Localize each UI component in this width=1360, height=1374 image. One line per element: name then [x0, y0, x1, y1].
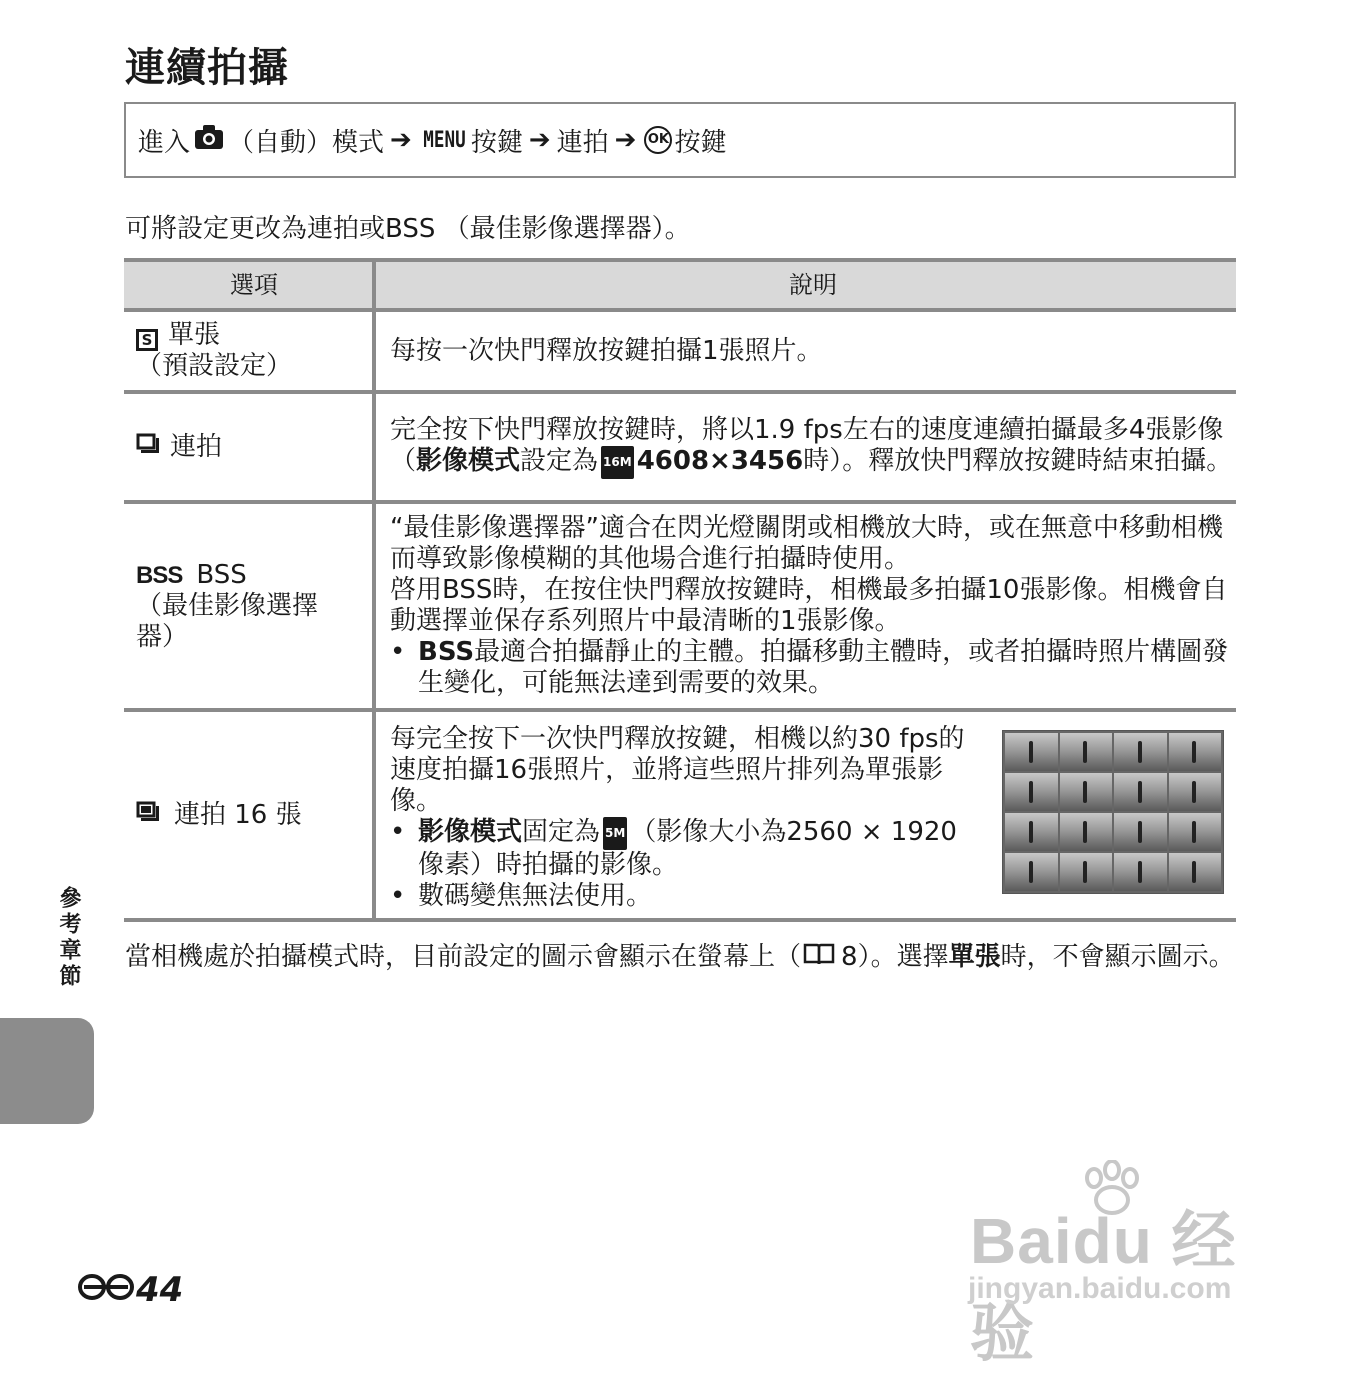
header-option: 選項	[230, 270, 278, 299]
intro-text: 可將設定更改為連拍或BSS （最佳影像選擇器）。	[125, 214, 691, 244]
option-description: 每按一次快門釋放按鍵拍攝1張照片。	[372, 312, 1236, 390]
nav-continuous: 連拍	[556, 127, 609, 158]
watermark-url: jingyan.baidu.com	[968, 1272, 1232, 1305]
table-row	[124, 712, 1236, 922]
nav-mode-auto: （自動）模式	[228, 127, 385, 158]
photo-thumbnail	[1169, 813, 1222, 851]
photo-thumbnail	[1060, 773, 1113, 811]
option-description: “最佳影像選擇器”適合在閃光燈關閉或相機放大時，或在無意中移動相機而導致影像模糊的其他場合進行拍攝時使用。 啓用BSS時，在按住快門釋放按鍵時，相機最多拍攝10張影像。相機會自動選擇並保存系列照片中最清晰的1張影像。 • BSS最適合拍攝靜止的主體。拍攝移動主體時，或者拍攝時照片構圖發生變化，可能無法達到需要的效果。	[372, 504, 1236, 708]
photo-thumbnail	[1060, 733, 1113, 771]
table-row	[124, 504, 1236, 712]
bss-icon: BSS	[136, 561, 183, 589]
photo-thumbnail	[1005, 773, 1058, 811]
photo-thumbnail	[1169, 853, 1222, 891]
option-name: 連拍 16 張	[174, 799, 302, 830]
option-description: 每完全按下一次快門釋放按鍵，相機以約30 fps的速度拍攝16張照片，並將這些照片排列為單張影像。 • 影像模式固定為 5M （影像大小為2560 × 1920像素）時拍攝的影像。 • 數碼變焦無法使用。	[372, 712, 1236, 918]
photo-thumbnail	[1005, 733, 1058, 771]
list-item: • BSS最適合拍攝靜止的主體。拍攝移動主體時，或者拍攝時照片構圖發生變化，可能無法達到需要的效果。	[390, 637, 1229, 698]
camera-icon	[194, 124, 224, 157]
photo-thumbnail	[1005, 813, 1058, 851]
option-sub: （最佳影像選擇器）	[136, 590, 319, 652]
option-name: 單張	[168, 320, 221, 350]
chapter-tab	[0, 1018, 94, 1124]
watermark-main: Baidu 经验	[970, 1205, 1237, 1369]
watermark	[962, 1160, 1282, 1369]
burst-16-sample-photo	[1002, 730, 1224, 894]
image-size-5m-icon: 5M	[603, 817, 627, 850]
photo-thumbnail	[1114, 733, 1167, 771]
option-name: 連拍	[170, 431, 223, 462]
arrow-right-icon: ➔	[614, 125, 637, 155]
table-row	[124, 394, 1236, 504]
option-sub: （預設設定）	[136, 351, 293, 381]
image-size-16m-icon: 16M	[601, 446, 634, 479]
book-reference-icon	[803, 939, 835, 977]
ok-icon: OK	[644, 126, 672, 154]
table-row	[124, 312, 1236, 394]
photo-thumbnail	[1114, 853, 1167, 891]
options-table	[124, 258, 1236, 922]
chapter-side-label: 參考章節	[56, 886, 81, 990]
footer-note: 當相機處於拍攝模式時，目前設定的圖示會顯示在螢幕上（ 8）。選擇單張時，不會顯示圖示。	[125, 938, 1235, 977]
option-description: 完全按下快門釋放按鍵時，將以1.9 fps左右的速度連續拍攝最多4張影像（影像模式設定為 16M 4608×3456時）。釋放快門釋放按鍵時結束拍攝。	[372, 394, 1236, 500]
nav-enter: 進入	[138, 127, 191, 158]
photo-thumbnail	[1005, 853, 1058, 891]
photo-thumbnail	[1114, 773, 1167, 811]
navigation-path	[124, 102, 1236, 178]
page-number: 44	[78, 1270, 183, 1310]
arrow-right-icon: ➔	[528, 125, 551, 155]
page-title: 連續拍攝	[125, 45, 289, 91]
arrow-right-icon: ➔	[390, 125, 412, 155]
nav-menu: MENU	[423, 127, 466, 153]
option-name: BSS	[196, 559, 247, 590]
photo-thumbnail	[1169, 773, 1222, 811]
continuous-16-icon	[136, 800, 160, 831]
list-item: • 影像模式固定為 5M （影像大小為2560 × 1920像素）時拍攝的影像。	[390, 817, 957, 880]
nav-ok-button: 按鍵	[674, 127, 727, 158]
header-description: 說明	[372, 262, 1236, 308]
single-shot-icon: S	[136, 329, 158, 351]
list-item: • 數碼變焦無法使用。	[390, 881, 653, 911]
reference-section-icon	[78, 1274, 134, 1307]
photo-thumbnail	[1060, 853, 1113, 891]
photo-thumbnail	[1060, 813, 1113, 851]
photo-thumbnail	[1169, 733, 1222, 771]
nav-button: 按鍵	[470, 127, 523, 158]
photo-thumbnail	[1114, 813, 1167, 851]
continuous-icon	[136, 432, 160, 463]
table-header	[124, 258, 1236, 312]
